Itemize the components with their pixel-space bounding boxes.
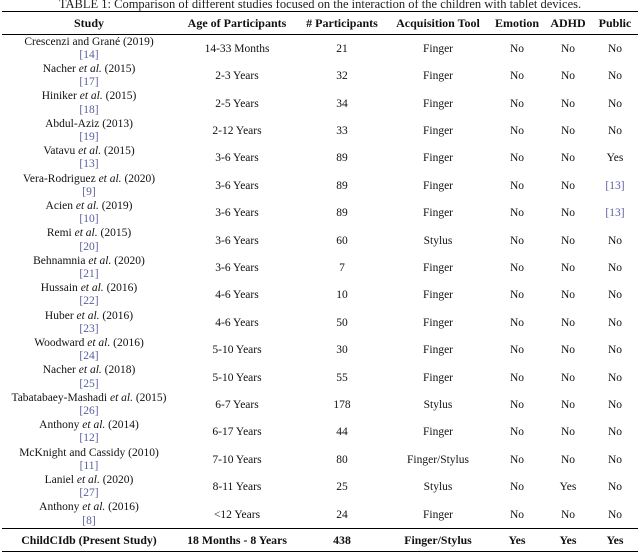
study-name	[3, 534, 175, 547]
age-cell: 7-10 Years	[212, 453, 262, 466]
acquisition-tool-cell: Finger/Stylus	[386, 529, 490, 552]
study-name-authors: Vatavu	[43, 145, 79, 158]
adhd-cell: No	[560, 261, 576, 274]
study-name-year: (2020)	[111, 254, 145, 267]
adhd-cell: No	[560, 316, 576, 329]
table-row	[2, 254, 638, 281]
age-cell: 14-33 Months	[204, 42, 270, 55]
study-name-year: (2020)	[121, 172, 156, 185]
age-cell: 8-11 Years	[212, 481, 262, 494]
table-row	[2, 282, 638, 309]
age-cell: 6-7 Years	[215, 398, 259, 411]
study-name-authors: Hussain	[40, 282, 81, 295]
acquisition-tool-cell: Stylus	[423, 398, 453, 411]
study-name	[3, 145, 175, 158]
study-name-year: (2015)	[102, 90, 137, 103]
column-header-adhd: ADHD	[544, 12, 592, 35]
age-cell: 3-6 Years	[215, 234, 259, 247]
study-name-authors: Tabatabaey-Mashadi	[11, 391, 110, 404]
column-header-acquisition-tool: Acquisition Tool	[386, 12, 490, 35]
emotion-cell: No	[509, 316, 525, 329]
emotion-cell: No	[509, 453, 525, 466]
study-cell	[2, 117, 176, 144]
adhd-cell: No	[560, 124, 576, 137]
acquisition-tool-cell: Finger	[422, 426, 454, 439]
study-name-etal: et al.	[79, 90, 103, 103]
table-row	[2, 446, 638, 473]
participants-cell: 7	[339, 261, 345, 274]
table-row	[2, 90, 638, 117]
study-name	[3, 118, 175, 131]
study-name	[3, 392, 175, 405]
study-name-etal: et al.	[76, 474, 100, 486]
adhd-cell: No	[560, 97, 576, 110]
study-cell	[2, 529, 176, 552]
emotion-cell: No	[509, 97, 525, 110]
table-row	[2, 529, 638, 552]
citation-link[interactable]: [23]	[79, 322, 99, 335]
citation-link[interactable]: [20]	[79, 240, 99, 253]
study-name-year: (2018)	[101, 364, 136, 377]
participants-cell: 89	[336, 152, 348, 165]
acquisition-tool-cell: Finger	[422, 152, 454, 165]
public-cell: No	[607, 289, 623, 302]
citation-link[interactable]: [14]	[79, 48, 99, 61]
study-name-authors: Remi	[46, 227, 75, 240]
adhd-cell: No	[560, 344, 576, 357]
study-name	[3, 310, 175, 323]
public-cell: Yes	[592, 529, 638, 552]
adhd-cell: Yes	[544, 529, 592, 552]
citation-link[interactable]: [12]	[79, 432, 99, 445]
study-cell	[2, 282, 176, 309]
public-citation-link[interactable]: [13]	[605, 207, 625, 220]
table-row	[2, 172, 638, 199]
adhd-cell: No	[560, 179, 576, 192]
adhd-cell: No	[560, 234, 576, 247]
citation-link[interactable]: [13]	[79, 158, 99, 171]
acquisition-tool-cell: Finger	[422, 289, 454, 302]
age-cell: <12 Years	[213, 508, 261, 521]
table-row	[2, 199, 638, 226]
emotion-cell: No	[509, 234, 525, 247]
study-name-year: (2016)	[99, 309, 134, 322]
study-name-etal: et al.	[75, 199, 99, 212]
column-header-participants: # Participants	[298, 12, 386, 35]
acquisition-tool-cell: Finger	[422, 207, 454, 220]
citation-link[interactable]: [10]	[79, 213, 99, 226]
public-cell: Yes	[606, 152, 624, 165]
participants-cell: 25	[336, 481, 348, 494]
citation-link[interactable]: [11]	[79, 459, 99, 472]
emotion-cell: No	[509, 179, 525, 192]
study-name-authors: Nacher	[42, 62, 79, 75]
age-cell: 5-10 Years	[212, 344, 262, 357]
adhd-cell: No	[560, 70, 576, 83]
acquisition-tool-cell: Stylus	[423, 481, 453, 494]
study-name-authors: Behnamnia	[33, 254, 89, 267]
citation-link[interactable]: [18]	[79, 103, 99, 116]
adhd-cell: No	[560, 398, 576, 411]
emotion-cell: No	[509, 481, 525, 494]
study-name-authors: Anthony	[39, 501, 83, 514]
study-cell	[2, 35, 176, 63]
table-row	[2, 117, 638, 144]
study-cell	[2, 391, 176, 418]
age-cell: 18 Months - 8 Years	[176, 529, 298, 552]
emotion-cell: No	[509, 508, 525, 521]
emotion-cell: No	[509, 124, 525, 137]
study-name-authors: Anthony	[39, 419, 83, 432]
emotion-cell: No	[509, 261, 525, 274]
age-cell: 3-6 Years	[215, 179, 259, 192]
study-name-etal: et al.	[76, 309, 100, 322]
age-cell: 4-6 Years	[215, 289, 259, 302]
emotion-cell: No	[509, 344, 525, 357]
study-name	[3, 501, 175, 514]
emotion-cell: No	[509, 426, 525, 439]
participants-cell: 80	[336, 453, 348, 466]
citation-link[interactable]: [17]	[79, 76, 99, 89]
column-header-age: Age of Participants	[176, 12, 298, 35]
study-cell	[2, 474, 176, 501]
citation-link[interactable]: [27]	[79, 487, 99, 500]
study-name-year: (2015)	[101, 145, 135, 158]
public-cell: No	[607, 316, 623, 329]
table-row	[2, 227, 638, 254]
acquisition-tool-cell: Finger	[422, 344, 454, 357]
table-row	[2, 501, 638, 529]
citation-link[interactable]: [25]	[79, 377, 99, 390]
adhd-cell: No	[560, 42, 576, 55]
age-cell: 3-6 Years	[215, 152, 259, 165]
participants-cell: 178	[333, 398, 351, 411]
study-name-etal: et al.	[80, 282, 104, 295]
study-name	[3, 474, 175, 487]
acquisition-tool-cell: Finger	[422, 179, 454, 192]
acquisition-tool-cell: Finger	[422, 261, 454, 274]
public-cell: No	[607, 453, 623, 466]
study-cell	[2, 419, 176, 446]
participants-cell: 50	[336, 316, 348, 329]
emotion-cell: No	[509, 371, 525, 384]
study-name	[3, 200, 175, 213]
study-cell	[2, 446, 176, 473]
study-name	[3, 173, 175, 186]
study-name-etal: et al.	[109, 391, 133, 404]
emotion-cell: No	[509, 70, 525, 83]
study-cell	[2, 227, 176, 254]
acquisition-tool-cell: Finger	[422, 508, 454, 521]
participants-cell: 44	[336, 426, 348, 439]
participants-cell: 30	[336, 344, 348, 357]
study-name-authors: Woodward	[34, 336, 88, 349]
adhd-cell: No	[560, 371, 576, 384]
table-row	[2, 364, 638, 391]
participants-cell: 24	[336, 508, 348, 521]
public-cell: No	[607, 481, 623, 494]
adhd-cell: No	[560, 508, 576, 521]
study-name-year: (2015)	[97, 227, 132, 240]
study-name	[3, 255, 175, 268]
study-name	[3, 36, 175, 49]
table-row	[2, 62, 638, 89]
study-name	[3, 63, 175, 76]
acquisition-tool-cell: Finger	[422, 124, 454, 137]
citation-link[interactable]: [19]	[79, 130, 99, 143]
column-header-emotion: Emotion	[490, 12, 544, 35]
adhd-cell: No	[560, 426, 576, 439]
study-name	[3, 447, 175, 460]
public-cell: No	[607, 344, 623, 357]
study-name-year: (2015)	[132, 391, 167, 404]
study-name-authors: Nacher	[42, 364, 79, 377]
study-name-etal: et al.	[74, 227, 98, 240]
study-name-etal: et al.	[82, 501, 106, 514]
table-row	[2, 336, 638, 363]
citation-link[interactable]: [21]	[79, 267, 99, 280]
study-name-authors: Huber	[44, 309, 77, 322]
study-name-year: (2016)	[110, 336, 144, 349]
acquisition-tool-cell: Finger/Stylus	[407, 453, 469, 466]
participants-cell: 60	[336, 234, 348, 247]
study-name-etal: et al.	[98, 172, 122, 185]
public-cell: No	[607, 261, 623, 274]
study-name-authors: McKnight and Cassidy (2010)	[19, 446, 159, 459]
adhd-cell: No	[560, 207, 576, 220]
study-cell	[2, 254, 176, 281]
public-cell: No	[607, 234, 623, 247]
emotion-cell: Yes	[490, 529, 544, 552]
participants-cell: 34	[336, 97, 348, 110]
age-cell: 4-6 Years	[215, 316, 259, 329]
table-caption	[2, 0, 638, 11]
acquisition-tool-cell: Finger	[422, 371, 454, 384]
public-cell: No	[607, 70, 623, 83]
study-name-year: (2014)	[105, 419, 139, 432]
header-row	[2, 12, 638, 35]
age-cell: 6-17 Years	[212, 426, 262, 439]
age-cell: 3-6 Years	[215, 207, 259, 220]
adhd-cell: No	[560, 453, 576, 466]
public-cell: No	[607, 426, 623, 439]
study-cell	[2, 145, 176, 172]
study-name	[3, 227, 175, 240]
study-name-year: (2020)	[99, 474, 134, 486]
study-name-authors: Hiniker	[41, 90, 80, 103]
emotion-cell: No	[509, 42, 525, 55]
emotion-cell: No	[509, 207, 525, 220]
participants-cell: 33	[336, 124, 348, 137]
adhd-cell: Yes	[559, 481, 577, 494]
study-name-etal: et al.	[78, 145, 102, 158]
table-row	[2, 419, 638, 446]
study-name-authors: Laniel	[44, 474, 77, 486]
public-cell: No	[607, 42, 623, 55]
study-name	[3, 282, 175, 295]
study-name	[3, 90, 175, 103]
citation-link[interactable]: [24]	[79, 350, 99, 363]
study-name-etal: et al.	[82, 419, 106, 432]
study-name-year: (2016)	[105, 501, 139, 514]
study-name-etal: et al.	[78, 364, 102, 377]
adhd-cell: No	[560, 289, 576, 302]
public-cell: No	[607, 371, 623, 384]
public-cell: No	[607, 124, 623, 137]
study-name-year: (2016)	[103, 282, 138, 295]
public-cell: No	[607, 398, 623, 411]
column-header-study: Study	[2, 12, 176, 35]
study-name-etal: et al.	[88, 254, 112, 267]
study-cell	[2, 309, 176, 336]
participants-cell: 89	[336, 179, 348, 192]
table-row	[2, 474, 638, 501]
study-cell	[2, 501, 176, 529]
acquisition-tool-cell: Finger	[422, 70, 454, 83]
table-row	[2, 309, 638, 336]
study-cell	[2, 199, 176, 226]
emotion-cell: No	[509, 289, 525, 302]
age-cell: 3-6 Years	[215, 261, 259, 274]
study-name-authors: Vera-Rodriguez	[22, 172, 99, 185]
column-header-public: Public	[592, 12, 638, 35]
acquisition-tool-cell: Stylus	[423, 234, 453, 247]
emotion-cell: No	[509, 152, 525, 165]
study-name	[3, 419, 175, 432]
public-citation-link[interactable]: [13]	[605, 179, 625, 192]
study-cell	[2, 172, 176, 199]
study-name	[3, 337, 175, 350]
study-name-authors: Abdul-Aziz (2013)	[45, 117, 133, 130]
study-name-authors: ChildCIdb (Present Study)	[21, 532, 157, 547]
acquisition-tool-cell: Finger	[422, 42, 454, 55]
study-cell	[2, 364, 176, 391]
table-row	[2, 35, 638, 63]
study-name-year: (2015)	[101, 62, 136, 75]
participants-cell: 21	[336, 42, 348, 55]
citation-link[interactable]: [22]	[79, 295, 99, 308]
table-row	[2, 145, 638, 172]
acquisition-tool-cell: Finger	[422, 316, 454, 329]
age-cell: 2-12 Years	[212, 124, 262, 137]
study-name-authors: Crescenzi and Grané (2019)	[24, 35, 154, 48]
participants-cell: 55	[336, 371, 348, 384]
study-name-etal: et al.	[78, 62, 102, 75]
public-cell: No	[607, 508, 623, 521]
citation-link[interactable]: [26]	[79, 404, 99, 417]
study-name-etal: et al.	[87, 336, 111, 349]
citation-link[interactable]: [9]	[82, 185, 96, 198]
public-cell: No	[607, 97, 623, 110]
study-cell	[2, 336, 176, 363]
table-caption-text: TABLE 1: Comparison of different studies focused on the interaction of the children with tablet devices.	[58, 0, 582, 11]
age-cell: 2-3 Years	[215, 70, 259, 83]
study-cell	[2, 62, 176, 89]
adhd-cell: No	[560, 152, 576, 165]
table-row	[2, 391, 638, 418]
study-name-authors: Acien	[45, 199, 76, 212]
participants-cell: 32	[336, 70, 348, 83]
participants-cell: 438	[298, 529, 386, 552]
study-name-year: (2019)	[98, 199, 133, 212]
citation-link[interactable]: [8]	[82, 514, 96, 527]
age-cell: 5-10 Years	[212, 371, 262, 384]
study-name	[3, 364, 175, 377]
participants-cell: 89	[336, 207, 348, 220]
emotion-cell: No	[509, 398, 525, 411]
acquisition-tool-cell: Finger	[422, 97, 454, 110]
participants-cell: 10	[336, 289, 348, 302]
study-cell	[2, 90, 176, 117]
comparison-table	[2, 11, 638, 552]
age-cell: 2-5 Years	[215, 97, 259, 110]
